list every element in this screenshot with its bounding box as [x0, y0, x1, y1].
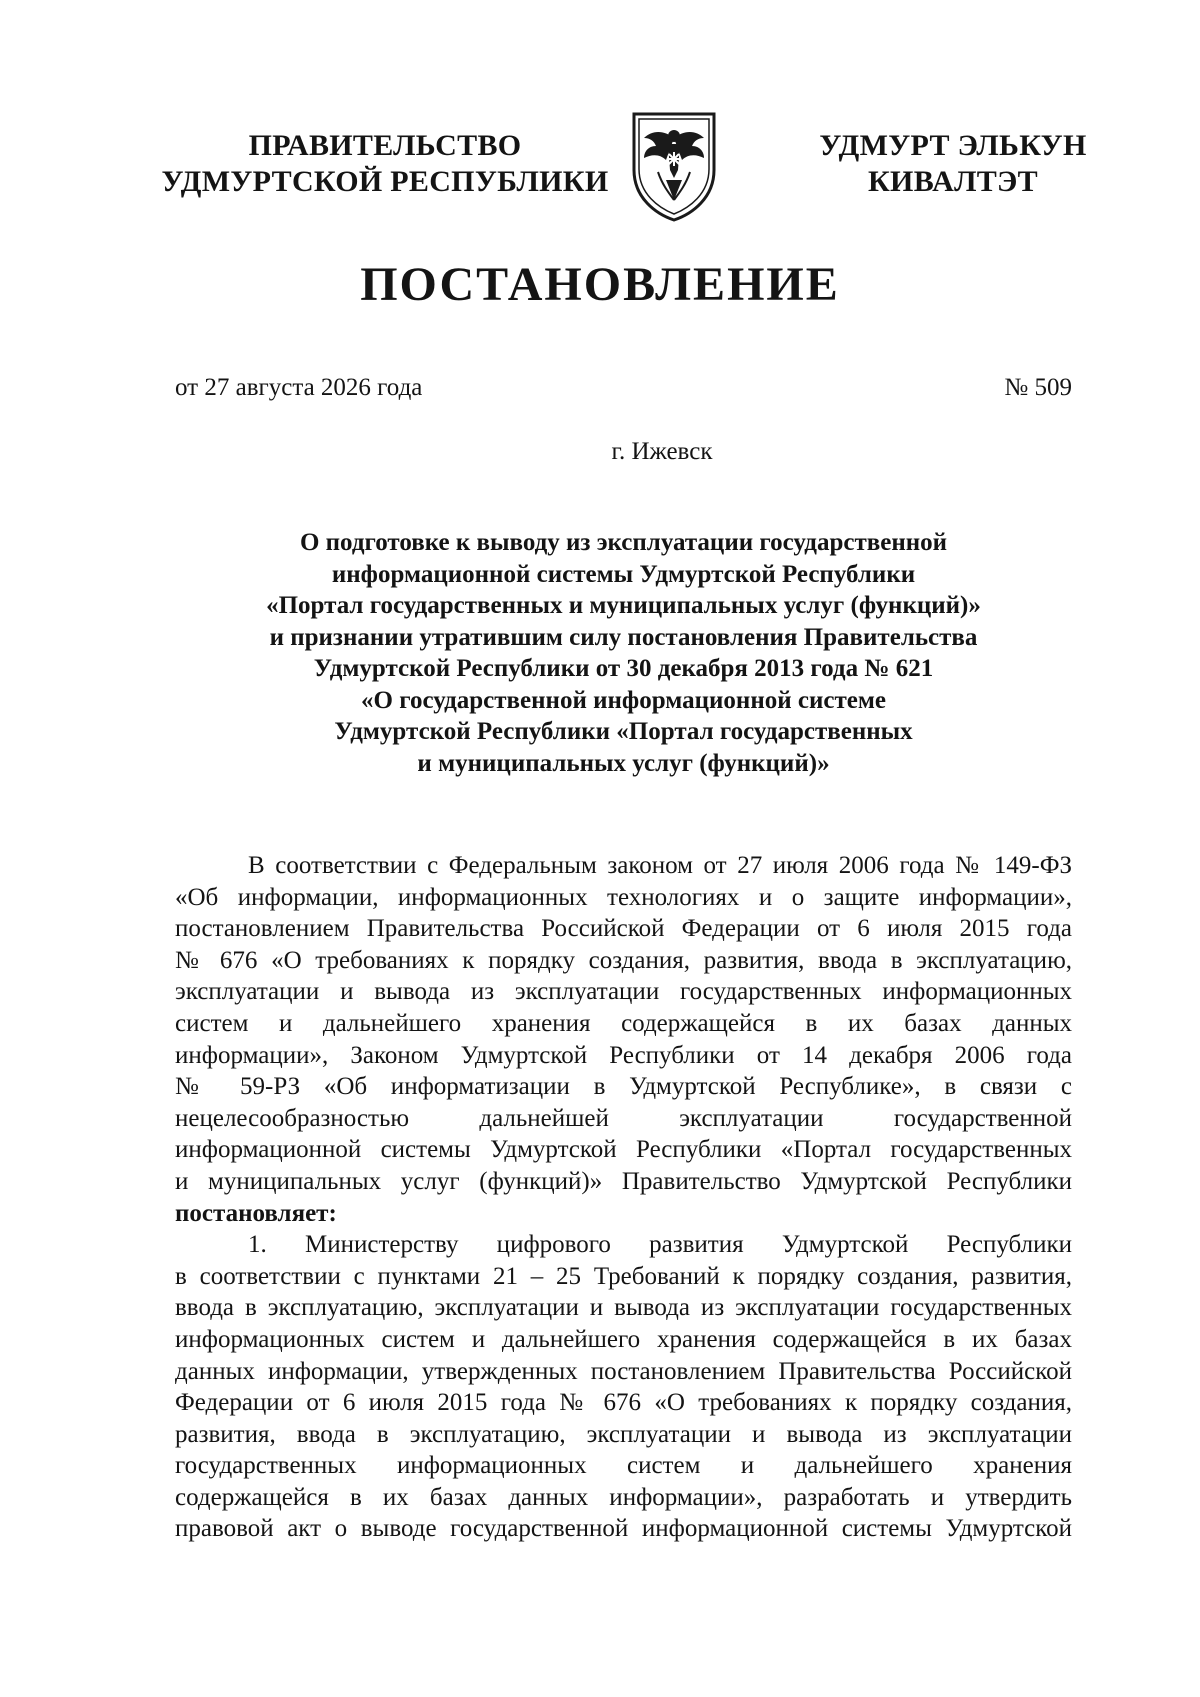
document-number: № 509	[1004, 374, 1072, 401]
body-line: № 676 «О требованиях к порядку создания, развития, ввода в эксплуатацию,	[175, 946, 1072, 974]
title-line: информационной системы Удмуртской Республики	[331, 560, 916, 588]
item-1-line: ввода в эксплуатацию, эксплуатации и вывода из эксплуатации государственных	[175, 1294, 1072, 1322]
item-1-line: правовой акт о выводе государственной информационной системы Удмуртской	[175, 1515, 1072, 1543]
decree-word: постановляет:	[175, 1199, 337, 1227]
body-line: информации», Законом Удмуртской Республики от 14 декабря 2006 года	[175, 1041, 1072, 1069]
document-date: от 27 августа 2026 года	[175, 374, 423, 401]
header-right-line-1: УДМУРТ ЭЛЬКУН	[819, 129, 1087, 162]
body-line: «Об информации, информационных технологиях и о защите информации»,	[175, 883, 1072, 911]
body-line: В соответствии с Федеральным законом от 27 июля 2006 года № 149-ФЗ	[248, 852, 1072, 879]
title-line: «Портал государственных и муниципальных услуг (функций)»	[266, 592, 981, 619]
document-type-heading: ПОСТАНОВЛЕНИЕ	[360, 258, 840, 311]
body-line: нецелесообразностью дальнейшей эксплуатации государственной	[175, 1104, 1072, 1132]
body-line: систем и дальнейшего хранения содержащейся в их базах данных	[175, 1009, 1072, 1037]
item-1-line: 1. Министерству цифрового развития Удмуртской Республики	[248, 1231, 1072, 1259]
government-name-russian	[160, 128, 610, 200]
government-name-udmurt	[808, 128, 1098, 200]
title-line: Удмуртской Республики от 30 декабря 2013 года № 621	[313, 655, 934, 682]
body-line: постановлением Правительства Российской Федерации от 6 июля 2015 года	[175, 915, 1072, 943]
body-line: информационной системы Удмуртской Республики «Портал государственных	[175, 1136, 1072, 1164]
item-1-line: развития, ввода в эксплуатацию, эксплуатации и вывода из эксплуатации	[175, 1420, 1072, 1448]
title-line: О подготовке к выводу из эксплуатации государственной	[299, 529, 948, 556]
body-line: № 59-РЗ «Об информатизации в Удмуртской Республике», в связи с	[175, 1073, 1072, 1101]
item-1-line: данных информации, утвержденных постановлением Правительства Российской	[175, 1357, 1072, 1385]
header-left-line-1: ПРАВИТЕЛЬСТВО	[248, 129, 522, 162]
header-left-line-2: УДМУРТСКОЙ РЕСПУБЛИКИ	[161, 165, 609, 198]
coat-of-arms-icon	[628, 108, 720, 224]
item-1-line: Федерации от 6 июля 2015 года № 676 «О требованиях к порядку создания,	[175, 1389, 1072, 1417]
title-line: и муниципальных услуг (функций)»	[417, 749, 830, 777]
body-line: эксплуатации и вывода из эксплуатации государственных информационных	[175, 978, 1072, 1006]
document-city: г. Ижевск	[611, 438, 713, 465]
item-1-line: содержащейся в их базах данных информации», разработать и утвердить	[175, 1483, 1072, 1511]
header-right-line-2: КИВАЛТЭТ	[868, 165, 1038, 198]
item-1-line: государственных информационных систем и дальнейшего хранения	[175, 1452, 1072, 1480]
body-line: и муниципальных услуг (функций)» Правительство Удмуртской Республики	[175, 1167, 1072, 1195]
title-line: «О государственной информационной системе	[361, 686, 886, 714]
document-body	[175, 850, 1072, 1545]
item-1-line: информационных систем и дальнейшего хранения содержащейся в их базах	[175, 1325, 1072, 1353]
title-line: Удмуртской Республики «Портал государственных	[334, 718, 913, 745]
item-1-line: в соответствии с пунктами 21 – 25 Требований к порядку создания, развития,	[175, 1262, 1072, 1290]
title-line: и признании утратившим силу постановления Правительства	[269, 623, 978, 651]
document-title	[175, 527, 1072, 779]
